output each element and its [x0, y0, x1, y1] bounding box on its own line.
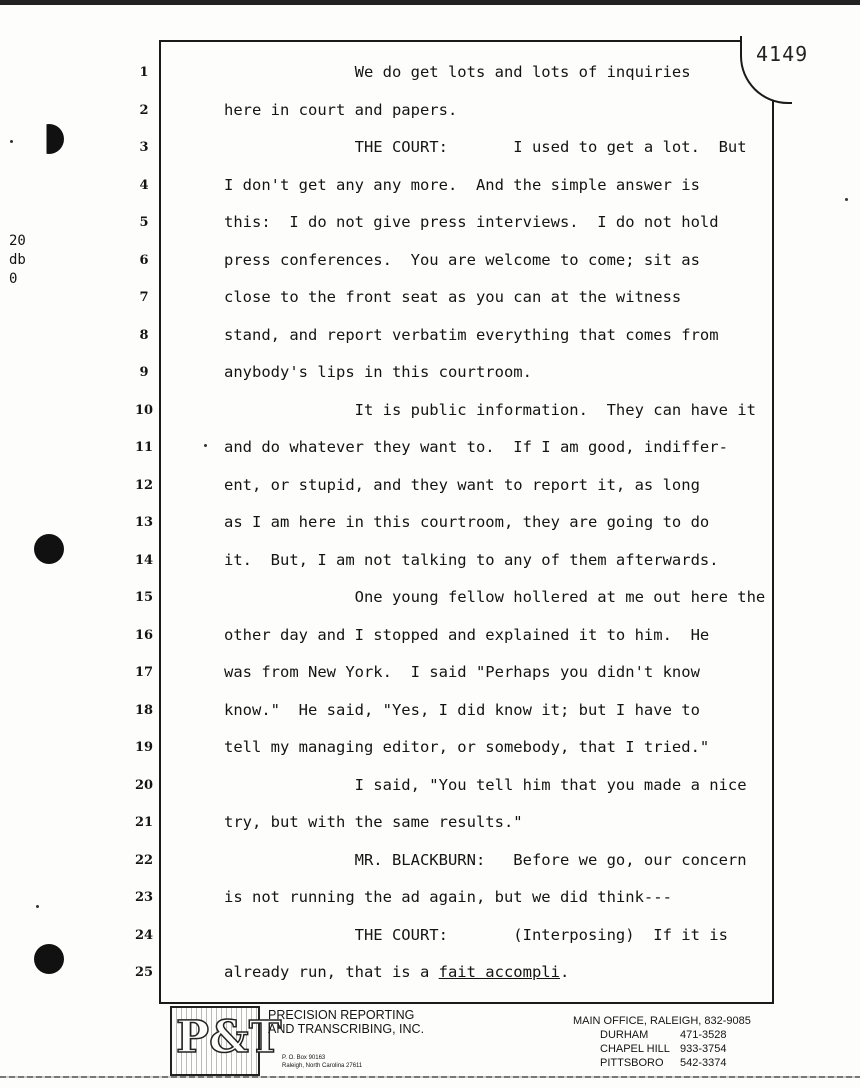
transcript-line	[224, 663, 700, 681]
speck	[845, 198, 848, 201]
transcript-line	[224, 438, 728, 456]
line-number: 25	[134, 965, 154, 980]
line-number: 20	[134, 777, 154, 793]
margin-note-line: 0	[9, 271, 18, 287]
margin-note-line: 20	[9, 233, 26, 249]
company-address	[282, 1054, 362, 1070]
transcript-line-text: here in court and papers.	[224, 100, 458, 119]
transcript-line	[224, 288, 681, 306]
transcript-line-text: was from New York. I said "Perhaps you didn't know	[224, 663, 700, 681]
line-number: 5	[139, 215, 149, 230]
transcript-line-text: One young fellow hollered at me out here the	[224, 588, 766, 606]
binder-hole-bottom	[34, 944, 64, 974]
transcript-line-text: close to the front seat as you can at the witness	[224, 288, 682, 306]
line-number: 4	[139, 177, 149, 193]
transcript-line-text: We do get lots and lots of inquiries	[224, 63, 691, 81]
company-name-line1: PRECISION REPORTING	[268, 1008, 415, 1022]
line-number: 24	[134, 927, 154, 943]
company-name	[268, 1008, 424, 1036]
po-box: P. O. Box 90163	[282, 1055, 326, 1061]
office-city: PITTSBORO	[600, 1057, 664, 1069]
transcript-line-text: tell my managing editor, or somebody, that I tried."	[224, 738, 710, 756]
transcript-line	[224, 776, 747, 794]
line-number: 22	[134, 852, 154, 868]
transcript-line-text: try, but with the same results."	[224, 813, 523, 831]
company-logo	[170, 1006, 282, 1076]
binder-hole-middle	[34, 534, 64, 564]
speck	[10, 140, 13, 143]
line-number: 18	[134, 702, 154, 718]
transcript-line	[224, 213, 719, 231]
office-directory	[573, 1014, 751, 1070]
transcript-line	[224, 401, 756, 419]
transcript-line-text: MR. BLACKBURN: Before we go, our concern	[224, 850, 747, 869]
transcript-line-text: and do whatever they want to. If I am good, indiffer-	[224, 438, 728, 456]
margin-note-line: db	[9, 252, 26, 268]
transcript-line-text: THE COURT: I used to get a lot. But	[224, 138, 747, 156]
transcript-line	[224, 963, 569, 981]
speck	[36, 905, 39, 908]
transcript-line	[224, 926, 728, 944]
transcript-line-text: THE COURT: (Interposing) If it is	[224, 925, 728, 944]
main-office: MAIN OFFICE, RALEIGH, 832-9085	[573, 1015, 751, 1027]
office-row	[573, 1056, 751, 1070]
transcript-line	[224, 513, 709, 531]
transcript-line	[224, 101, 457, 119]
margin-note	[9, 232, 26, 289]
line-end-punctuation: .	[559, 963, 570, 981]
line-number: 6	[139, 252, 149, 268]
transcript-line	[224, 138, 747, 156]
line-number: 17	[134, 665, 154, 680]
transcript-line-text: it. But, I am not talking to any of them afterwards.	[224, 550, 719, 569]
office-phone: 933-3754	[680, 1043, 727, 1055]
transcript-line-text: other day and I stopped and explained it to him. He	[224, 625, 710, 644]
transcript-line-text: know." He said, "Yes, I did know it; but I have to	[224, 700, 700, 719]
transcript-line	[224, 363, 532, 381]
line-number: 3	[139, 140, 149, 155]
line-number: 19	[134, 740, 154, 755]
transcript-line	[224, 251, 700, 269]
office-city: CHAPEL HILL	[600, 1043, 670, 1055]
line-number: 15	[134, 590, 154, 605]
transcript-line	[224, 626, 709, 644]
page-number: 4149	[756, 42, 809, 66]
underlined-phrase: fait accompli	[438, 963, 560, 981]
office-phone: 471-3528	[680, 1029, 727, 1041]
transcript-line	[224, 888, 672, 906]
top-border	[0, 0, 860, 5]
transcript-line-text: is not running the ad again, but we did think---	[224, 888, 672, 906]
transcript-line	[224, 701, 700, 719]
transcript-line-text: stand, and report verbatim everything that comes from	[224, 325, 719, 344]
line-number: 23	[134, 890, 154, 905]
binder-hole-top	[34, 124, 64, 154]
transcript-line	[224, 63, 691, 81]
transcript-line	[224, 326, 719, 344]
transcript-line	[224, 851, 747, 869]
transcript-line	[224, 813, 523, 831]
transcript-line-text: as I am here in this courtroom, they are going to do	[224, 513, 710, 531]
line-number: 21	[134, 815, 154, 830]
line-number: 14	[134, 552, 154, 568]
transcript-line-text: I said, "You tell him that you made a nice	[224, 775, 747, 794]
transcript-line-text: anybody's lips in this courtroom.	[224, 363, 532, 381]
line-number: 11	[134, 440, 154, 455]
line-number: 2	[139, 102, 149, 118]
transcript-line	[224, 551, 719, 569]
office-phone: 542-3374	[680, 1057, 727, 1069]
office-row	[573, 1028, 751, 1042]
transcript-line-text: I don't get any any more. And the simple answer is	[224, 175, 700, 194]
transcript-line-text: ent, or stupid, and they want to report it, as long	[224, 475, 700, 494]
line-number: 13	[134, 515, 154, 530]
transcript-line-text: already run, that is a	[224, 963, 439, 981]
transcript-line-text: this: I do not give press interviews. I do not hold	[224, 213, 719, 231]
line-number: 9	[139, 365, 149, 380]
office-city: DURHAM	[600, 1029, 649, 1041]
transcript-line	[224, 738, 709, 756]
line-number: 10	[134, 402, 154, 418]
transcript-line-text: It is public information. They can have it	[224, 400, 756, 419]
line-number: 8	[139, 327, 149, 343]
street-address: Raleigh, North Carolina 27611	[282, 1063, 363, 1069]
line-number: 16	[134, 627, 154, 643]
transcript-line	[224, 476, 700, 494]
office-row	[573, 1042, 751, 1056]
company-name-line2: AND TRANSCRIBING, INC.	[268, 1022, 425, 1036]
logo-lettering: P&T	[176, 1012, 282, 1063]
bottom-border	[0, 1076, 860, 1078]
line-number: 7	[139, 290, 149, 305]
transcript-line-text: press conferences. You are welcome to come; sit as	[224, 250, 700, 269]
transcript-line	[224, 588, 765, 606]
line-number: 1	[139, 65, 149, 80]
transcript-line	[224, 176, 700, 194]
line-number: 12	[134, 477, 154, 493]
